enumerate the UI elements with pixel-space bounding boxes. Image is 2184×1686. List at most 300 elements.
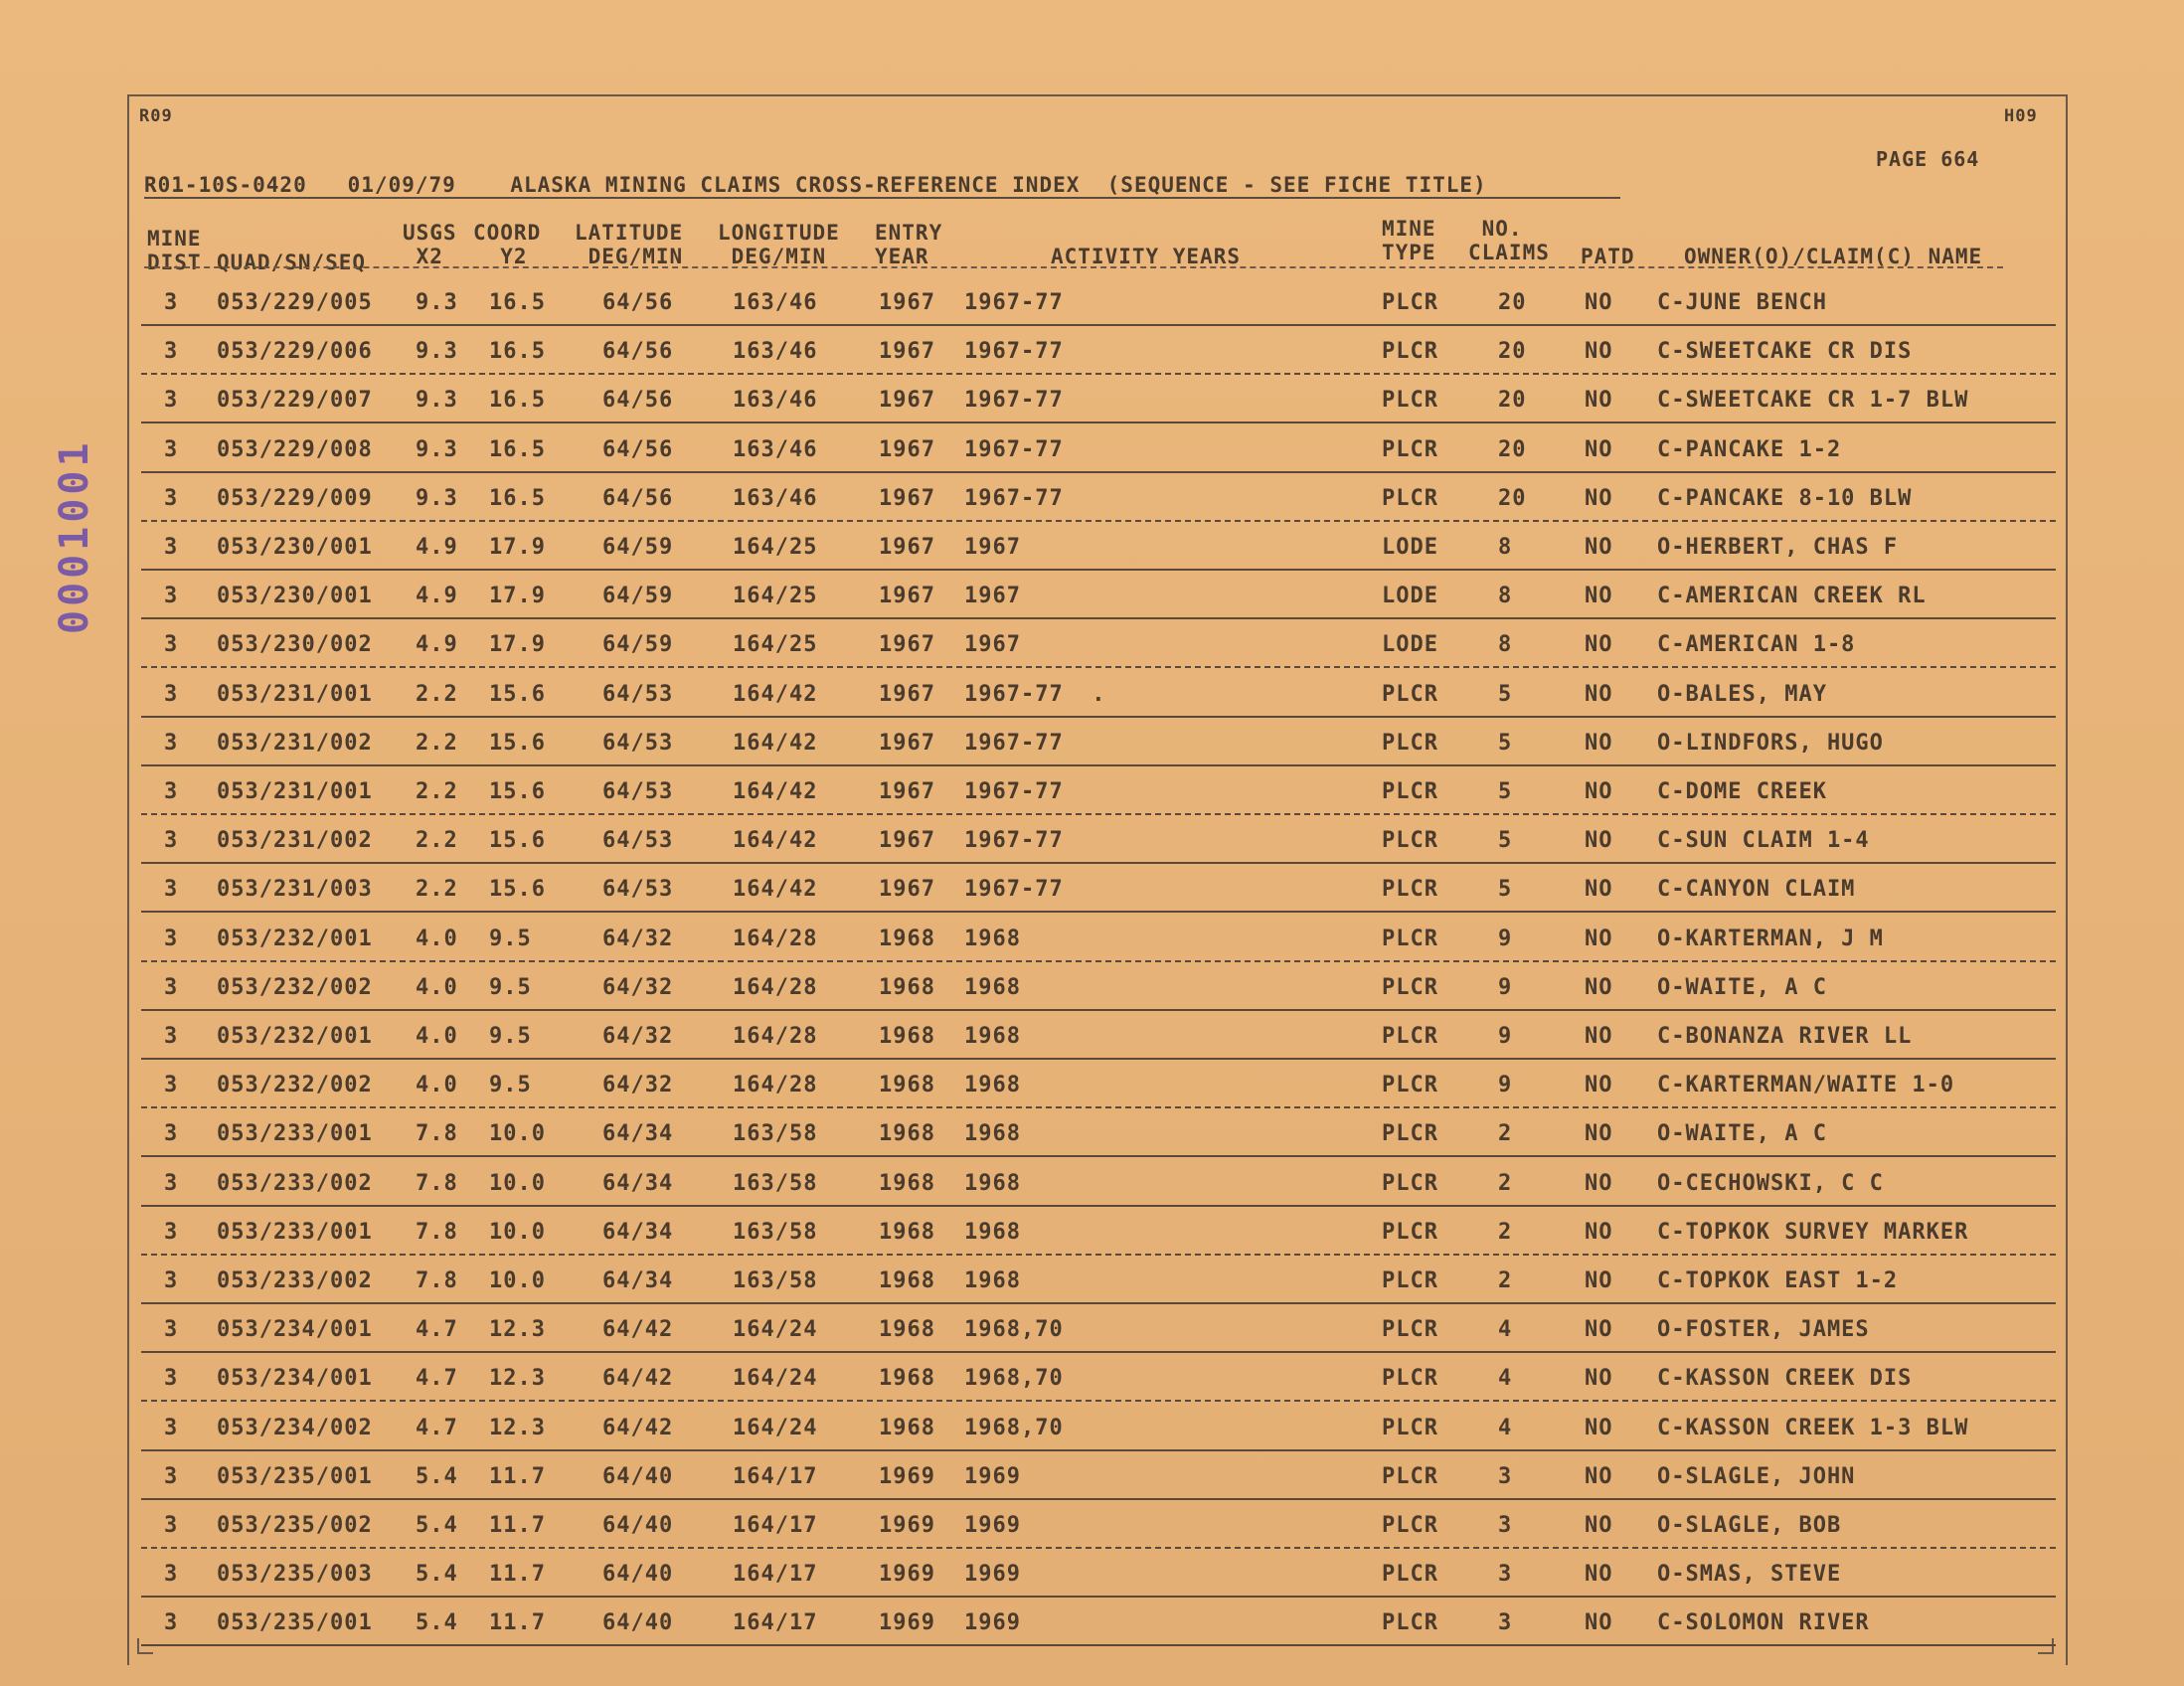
table-row: [0, 1111, 2184, 1160]
cell-latitude: 64/53: [602, 828, 674, 854]
cell-x2: 2.2: [416, 730, 458, 756]
cell-activity-years: 1968,70: [964, 1366, 1064, 1392]
cell-entry-year: 1968: [879, 1219, 935, 1245]
cell-no-claims: 2: [1498, 1219, 1513, 1245]
cell-y2: 16.5: [489, 485, 546, 511]
cell-patd: NO: [1585, 974, 1613, 1000]
table-row: [0, 427, 2184, 476]
row-rule: [141, 911, 2056, 913]
cell-entry-year: 1967: [879, 877, 935, 903]
table-row: [0, 378, 2184, 426]
cell-activity-years: 1968: [964, 1073, 1021, 1098]
cell-x2: 9.3: [416, 436, 458, 462]
table-row: [0, 1406, 2184, 1454]
cell-quad: 053/233/002: [217, 1268, 373, 1293]
cell-dist: 3: [164, 388, 179, 414]
cell-dist: 3: [164, 926, 179, 951]
row-rule: [141, 1058, 2056, 1060]
cell-owner-claim-name: O-SLAGLE, JOHN: [1657, 1463, 1856, 1489]
cell-x2: 4.9: [416, 632, 458, 658]
cell-quad: 053/233/001: [217, 1121, 373, 1147]
top-left-code: R09: [139, 106, 173, 126]
row-rule: [141, 1400, 2056, 1402]
cell-entry-year: 1968: [879, 1268, 935, 1293]
cell-latitude: 64/56: [602, 388, 674, 414]
cell-y2: 16.5: [489, 339, 546, 365]
cell-dist: 3: [164, 681, 179, 707]
cell-latitude: 64/53: [602, 730, 674, 756]
cell-latitude: 64/34: [602, 1170, 674, 1196]
cell-quad: 053/235/002: [217, 1513, 373, 1538]
header-dist: MINE DIST: [147, 227, 202, 274]
cell-mine-type: PLCR: [1382, 290, 1438, 315]
cell-y2: 17.9: [489, 584, 546, 609]
cell-longitude: 164/17: [733, 1562, 818, 1588]
header-rule: [144, 266, 2003, 268]
header-mine-type: MINE TYPE: [1382, 217, 1436, 264]
cell-owner-claim-name: C-SUN CLAIM 1-4: [1657, 828, 1870, 854]
cell-y2: 10.0: [489, 1219, 546, 1245]
cell-latitude: 64/56: [602, 485, 674, 511]
cell-dist: 3: [164, 632, 179, 658]
cell-no-claims: 3: [1498, 1463, 1513, 1489]
cell-no-claims: 3: [1498, 1562, 1513, 1588]
table-row: [0, 1356, 2184, 1405]
cell-no-claims: 5: [1498, 681, 1513, 707]
cell-owner-claim-name: C-CANYON CLAIM: [1657, 877, 1856, 903]
cell-y2: 11.7: [489, 1610, 546, 1636]
cell-entry-year: 1967: [879, 290, 935, 315]
row-rule: [141, 716, 2056, 718]
cell-y2: 9.5: [489, 1024, 532, 1049]
cell-dist: 3: [164, 1366, 179, 1392]
cell-latitude: 64/32: [602, 1024, 674, 1049]
cell-no-claims: 8: [1498, 535, 1513, 560]
cell-owner-claim-name: C-AMERICAN CREEK RL: [1657, 584, 1927, 609]
cell-patd: NO: [1585, 1024, 1613, 1049]
header-x2: USGS X2: [403, 221, 457, 268]
row-rule: [141, 1009, 2056, 1011]
cell-x2: 5.4: [416, 1463, 458, 1489]
row-rule: [141, 1644, 2056, 1646]
cell-no-claims: 20: [1498, 485, 1527, 511]
cell-no-claims: 20: [1498, 436, 1527, 462]
cell-entry-year: 1967: [879, 339, 935, 365]
cell-x2: 7.8: [416, 1268, 458, 1293]
cell-latitude: 64/32: [602, 974, 674, 1000]
cell-dist: 3: [164, 877, 179, 903]
cell-longitude: 164/17: [733, 1513, 818, 1538]
cell-latitude: 64/42: [602, 1415, 674, 1440]
cell-owner-claim-name: O-SLAGLE, BOB: [1657, 1513, 1842, 1538]
cell-y2: 15.6: [489, 877, 546, 903]
cell-dist: 3: [164, 1268, 179, 1293]
cell-no-claims: 4: [1498, 1317, 1513, 1343]
cell-owner-claim-name: C-BONANZA RIVER LL: [1657, 1024, 1913, 1049]
cell-mine-type: PLCR: [1382, 730, 1438, 756]
cell-quad: 053/235/003: [217, 1562, 373, 1588]
cell-activity-years: 1967: [964, 584, 1021, 609]
row-rule: [141, 422, 2056, 423]
cell-patd: NO: [1585, 535, 1613, 560]
cell-activity-years: 1967: [964, 632, 1021, 658]
cell-longitude: 164/25: [733, 584, 818, 609]
cell-dist: 3: [164, 1219, 179, 1245]
cell-owner-claim-name: O-CECHOWSKI, C C: [1657, 1170, 1884, 1196]
cell-x2: 2.2: [416, 681, 458, 707]
cell-mine-type: LODE: [1382, 535, 1438, 560]
cell-no-claims: 9: [1498, 1024, 1513, 1049]
table-row: [0, 525, 2184, 574]
cell-quad: 053/229/007: [217, 388, 373, 414]
cell-owner-claim-name: C-TOPKOK SURVEY MARKER: [1657, 1219, 1969, 1245]
cell-quad: 053/231/003: [217, 877, 373, 903]
cell-quad: 053/234/002: [217, 1415, 373, 1440]
cell-x2: 4.9: [416, 584, 458, 609]
cell-no-claims: 9: [1498, 974, 1513, 1000]
cell-patd: NO: [1585, 388, 1613, 414]
cell-longitude: 164/42: [733, 779, 818, 804]
cell-x2: 9.3: [416, 388, 458, 414]
cell-latitude: 64/40: [602, 1610, 674, 1636]
cell-y2: 15.6: [489, 730, 546, 756]
cell-quad: 053/229/008: [217, 436, 373, 462]
cell-owner-claim-name: O-HERBERT, CHAS F: [1657, 535, 1899, 560]
cell-x2: 2.2: [416, 877, 458, 903]
cell-dist: 3: [164, 974, 179, 1000]
cell-entry-year: 1969: [879, 1610, 935, 1636]
cell-patd: NO: [1585, 1170, 1613, 1196]
cell-entry-year: 1967: [879, 535, 935, 560]
row-rule: [141, 1302, 2056, 1304]
cell-y2: 9.5: [489, 926, 532, 951]
cell-mine-type: PLCR: [1382, 1463, 1438, 1489]
cell-entry-year: 1968: [879, 1170, 935, 1196]
cell-y2: 15.6: [489, 681, 546, 707]
cell-y2: 11.7: [489, 1562, 546, 1588]
row-rule: [141, 1205, 2056, 1207]
table-row: [0, 1503, 2184, 1552]
cell-dist: 3: [164, 1170, 179, 1196]
cell-owner-claim-name: C-PANCAKE 8-10 BLW: [1657, 485, 1913, 511]
cell-dist: 3: [164, 1562, 179, 1588]
row-rule: [141, 617, 2056, 619]
cell-dist: 3: [164, 339, 179, 365]
cell-latitude: 64/40: [602, 1463, 674, 1489]
cell-activity-years: 1967-77: [964, 730, 1064, 756]
row-rule: [141, 324, 2056, 326]
cell-owner-claim-name: C-TOPKOK EAST 1-2: [1657, 1268, 1899, 1293]
cell-longitude: 164/42: [733, 730, 818, 756]
cell-mine-type: PLCR: [1382, 339, 1438, 365]
cell-longitude: 164/42: [733, 877, 818, 903]
cell-patd: NO: [1585, 485, 1613, 511]
cell-entry-year: 1967: [879, 436, 935, 462]
cell-patd: NO: [1585, 1366, 1613, 1392]
cell-owner-claim-name: O-WAITE, A C: [1657, 1121, 1827, 1147]
cell-owner-claim-name: C-SWEETCAKE CR DIS: [1657, 339, 1913, 365]
cell-no-claims: 2: [1498, 1170, 1513, 1196]
cell-entry-year: 1968: [879, 926, 935, 951]
cell-quad: 053/234/001: [217, 1366, 373, 1392]
cell-no-claims: 5: [1498, 730, 1513, 756]
cell-latitude: 64/42: [602, 1317, 674, 1343]
cell-quad: 053/233/001: [217, 1219, 373, 1245]
cell-owner-claim-name: C-PANCAKE 1-2: [1657, 436, 1842, 462]
row-rule: [141, 1449, 2056, 1451]
cell-patd: NO: [1585, 339, 1613, 365]
table-row: [0, 769, 2184, 818]
cell-dist: 3: [164, 730, 179, 756]
cell-no-claims: 9: [1498, 1073, 1513, 1098]
cell-patd: NO: [1585, 1121, 1613, 1147]
header-no-claims: NO. CLAIMS: [1468, 217, 1550, 264]
cell-longitude: 163/58: [733, 1219, 818, 1245]
table-row: [0, 818, 2184, 867]
cell-y2: 11.7: [489, 1463, 546, 1489]
row-rule: [141, 1106, 2056, 1108]
cell-quad: 053/232/001: [217, 926, 373, 951]
cell-entry-year: 1969: [879, 1562, 935, 1588]
cell-x2: 2.2: [416, 779, 458, 804]
cell-no-claims: 5: [1498, 779, 1513, 804]
cell-activity-years: 1969: [964, 1463, 1021, 1489]
cell-latitude: 64/59: [602, 632, 674, 658]
cell-mine-type: LODE: [1382, 632, 1438, 658]
cell-longitude: 163/58: [733, 1121, 818, 1147]
cell-quad: 053/234/001: [217, 1317, 373, 1343]
cell-y2: 12.3: [489, 1317, 546, 1343]
cell-latitude: 64/32: [602, 926, 674, 951]
cell-activity-years: 1967-77: [964, 779, 1064, 804]
cell-dist: 3: [164, 535, 179, 560]
cell-y2: 17.9: [489, 535, 546, 560]
cell-y2: 10.0: [489, 1170, 546, 1196]
cell-activity-years: 1967-77: [964, 436, 1064, 462]
cell-no-claims: 20: [1498, 290, 1527, 315]
cell-mine-type: PLCR: [1382, 1610, 1438, 1636]
cell-dist: 3: [164, 1610, 179, 1636]
cell-longitude: 163/58: [733, 1268, 818, 1293]
cell-no-claims: 3: [1498, 1610, 1513, 1636]
cell-quad: 053/232/001: [217, 1024, 373, 1049]
table-row: [0, 1063, 2184, 1111]
cell-entry-year: 1968: [879, 1024, 935, 1049]
cell-longitude: 164/28: [733, 974, 818, 1000]
cell-owner-claim-name: C-SWEETCAKE CR 1-7 BLW: [1657, 388, 1969, 414]
cell-y2: 16.5: [489, 388, 546, 414]
cell-longitude: 164/24: [733, 1317, 818, 1343]
cell-no-claims: 3: [1498, 1513, 1513, 1538]
table-row: [0, 1552, 2184, 1601]
cell-latitude: 64/53: [602, 877, 674, 903]
row-rule: [141, 471, 2056, 473]
cell-dist: 3: [164, 1513, 179, 1538]
cell-y2: 16.5: [489, 436, 546, 462]
cell-owner-claim-name: O-SMAS, STEVE: [1657, 1562, 1842, 1588]
cell-entry-year: 1968: [879, 1317, 935, 1343]
cell-patd: NO: [1585, 290, 1613, 315]
cell-owner-claim-name: O-FOSTER, JAMES: [1657, 1317, 1870, 1343]
cell-quad: 053/233/002: [217, 1170, 373, 1196]
cell-mine-type: PLCR: [1382, 1121, 1438, 1147]
cell-entry-year: 1967: [879, 632, 935, 658]
header-quad: QUAD/SN/SEQ: [217, 251, 367, 274]
cell-mine-type: PLCR: [1382, 877, 1438, 903]
cell-dist: 3: [164, 1073, 179, 1098]
table-row: [0, 1161, 2184, 1210]
cell-activity-years: 1967-77: [964, 485, 1064, 511]
cell-x2: 4.0: [416, 1024, 458, 1049]
cell-latitude: 64/40: [602, 1562, 674, 1588]
cell-mine-type: PLCR: [1382, 926, 1438, 951]
cell-quad: 053/230/001: [217, 584, 373, 609]
row-rule: [141, 520, 2056, 522]
cell-activity-years: 1968: [964, 1170, 1021, 1196]
table-row: [0, 1601, 2184, 1649]
cell-quad: 053/230/002: [217, 632, 373, 658]
cell-latitude: 64/34: [602, 1219, 674, 1245]
table-row: [0, 1259, 2184, 1307]
cell-patd: NO: [1585, 1415, 1613, 1440]
cell-x2: 7.8: [416, 1219, 458, 1245]
cell-y2: 16.5: [489, 290, 546, 315]
cell-owner-claim-name: O-LINDFORS, HUGO: [1657, 730, 1884, 756]
cell-patd: NO: [1585, 730, 1613, 756]
cell-entry-year: 1967: [879, 485, 935, 511]
cell-activity-years: 1967-77: [964, 877, 1064, 903]
row-rule: [141, 960, 2056, 962]
cell-activity-years: 1967-77: [964, 828, 1064, 854]
cell-y2: 11.7: [489, 1513, 546, 1538]
table-row: [0, 965, 2184, 1014]
cell-owner-claim-name: C-KASSON CREEK DIS: [1657, 1366, 1913, 1392]
cell-mine-type: PLCR: [1382, 1562, 1438, 1588]
cell-activity-years: 1969: [964, 1610, 1021, 1636]
cell-owner-claim-name: C-SOLOMON RIVER: [1657, 1610, 1870, 1636]
cell-dist: 3: [164, 584, 179, 609]
cell-y2: 15.6: [489, 828, 546, 854]
cell-no-claims: 2: [1498, 1121, 1513, 1147]
cell-latitude: 64/56: [602, 339, 674, 365]
row-rule: [141, 862, 2056, 864]
cell-entry-year: 1968: [879, 1415, 935, 1440]
header-longitude: LONGITUDE DEG/MIN: [718, 221, 840, 268]
header-owner-claim-name: OWNER(O)/CLAIM(C) NAME: [1684, 245, 1983, 268]
cell-mine-type: PLCR: [1382, 1073, 1438, 1098]
cell-patd: NO: [1585, 779, 1613, 804]
cell-patd: NO: [1585, 1610, 1613, 1636]
cell-activity-years: 1968: [964, 1219, 1021, 1245]
cell-patd: NO: [1585, 1513, 1613, 1538]
header-activity-years: ACTIVITY YEARS: [1051, 245, 1242, 268]
cell-no-claims: 5: [1498, 828, 1513, 854]
cell-patd: NO: [1585, 877, 1613, 903]
cell-patd: NO: [1585, 1219, 1613, 1245]
cell-latitude: 64/56: [602, 436, 674, 462]
top-right-code: H09: [2004, 106, 2038, 126]
cell-entry-year: 1967: [879, 828, 935, 854]
cell-owner-claim-name: C-KARTERMAN/WAITE 1-0: [1657, 1073, 1955, 1098]
cell-mine-type: PLCR: [1382, 779, 1438, 804]
cell-activity-years: 1967-77 .: [964, 681, 1106, 707]
cell-latitude: 64/34: [602, 1268, 674, 1293]
cell-entry-year: 1967: [879, 584, 935, 609]
table-row: [0, 329, 2184, 378]
header-latitude: LATITUDE DEG/MIN: [575, 221, 684, 268]
cell-entry-year: 1967: [879, 730, 935, 756]
cell-x2: 5.4: [416, 1513, 458, 1538]
cell-longitude: 163/46: [733, 485, 818, 511]
header-y2: COORD Y2: [473, 221, 542, 268]
cell-longitude: 164/42: [733, 828, 818, 854]
cell-patd: NO: [1585, 1463, 1613, 1489]
cell-no-claims: 8: [1498, 584, 1513, 609]
cell-x2: 4.0: [416, 926, 458, 951]
cell-patd: NO: [1585, 584, 1613, 609]
cell-longitude: 164/24: [733, 1366, 818, 1392]
cell-dist: 3: [164, 1317, 179, 1343]
table-row: [0, 721, 2184, 769]
table-row: [0, 1307, 2184, 1356]
cell-longitude: 164/28: [733, 1073, 818, 1098]
cell-longitude: 163/46: [733, 436, 818, 462]
cell-quad: 053/235/001: [217, 1463, 373, 1489]
cell-dist: 3: [164, 485, 179, 511]
cell-activity-years: 1968: [964, 1268, 1021, 1293]
cell-mine-type: PLCR: [1382, 828, 1438, 854]
cell-y2: 9.5: [489, 974, 532, 1000]
cell-entry-year: 1969: [879, 1513, 935, 1538]
cell-patd: NO: [1585, 681, 1613, 707]
cell-activity-years: 1969: [964, 1562, 1021, 1588]
row-rule: [141, 1596, 2056, 1598]
cell-no-claims: 20: [1498, 339, 1527, 365]
table-row: [0, 622, 2184, 671]
cell-longitude: 164/42: [733, 681, 818, 707]
cell-x2: 9.3: [416, 339, 458, 365]
cell-patd: NO: [1585, 828, 1613, 854]
cell-y2: 17.9: [489, 632, 546, 658]
cell-quad: 053/229/009: [217, 485, 373, 511]
cell-latitude: 64/53: [602, 681, 674, 707]
cell-x2: 4.0: [416, 974, 458, 1000]
cell-quad: 053/231/001: [217, 779, 373, 804]
cell-dist: 3: [164, 779, 179, 804]
row-rule: [141, 1351, 2056, 1353]
cell-y2: 10.0: [489, 1121, 546, 1147]
cell-patd: NO: [1585, 1268, 1613, 1293]
cell-quad: 053/231/002: [217, 730, 373, 756]
table-row: [0, 1454, 2184, 1503]
cell-no-claims: 2: [1498, 1268, 1513, 1293]
cell-patd: NO: [1585, 1317, 1613, 1343]
cell-dist: 3: [164, 1024, 179, 1049]
cell-patd: NO: [1585, 632, 1613, 658]
cell-quad: 053/232/002: [217, 1073, 373, 1098]
cell-activity-years: 1967-77: [964, 388, 1064, 414]
cell-longitude: 163/58: [733, 1170, 818, 1196]
cell-entry-year: 1967: [879, 388, 935, 414]
cell-x2: 7.8: [416, 1170, 458, 1196]
cell-longitude: 164/17: [733, 1463, 818, 1489]
cell-owner-claim-name: C-JUNE BENCH: [1657, 290, 1827, 315]
cell-no-claims: 4: [1498, 1366, 1513, 1392]
cell-y2: 10.0: [489, 1268, 546, 1293]
header-patd: PATD: [1581, 245, 1635, 268]
report-title: R01-10S-0420 01/09/79 ALASKA MINING CLAIMS CROSS-REFERENCE INDEX (SEQUENCE - SEE FICHE TITLE): [144, 173, 1620, 199]
row-rule: [141, 813, 2056, 815]
